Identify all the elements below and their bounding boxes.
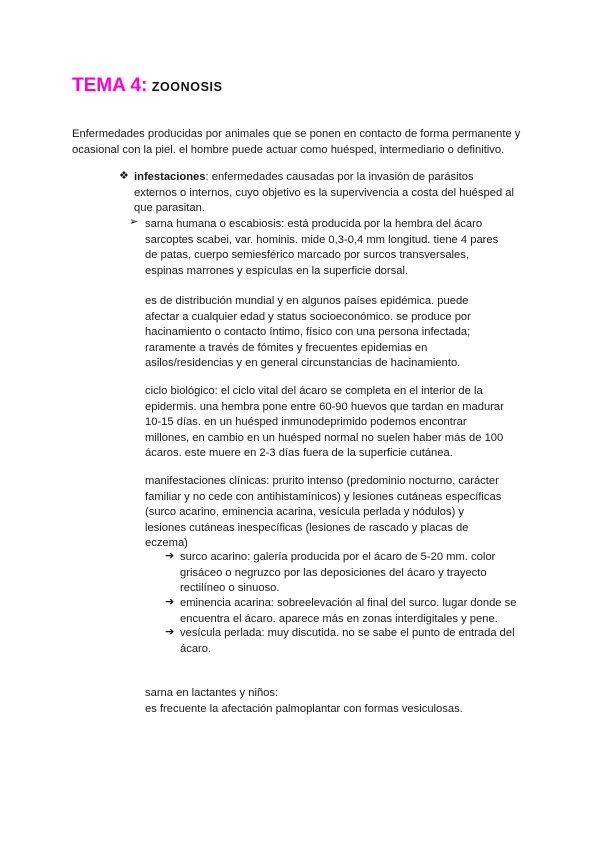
infestaciones-colon: : — [205, 171, 209, 183]
surco-acarino-item: surco acarino: galería producida por el ácaro de 5-20 mm. color grisáceo o negruzco por las deposiciones del ácaro y trayecto rectilíneo o sinuoso. — [180, 551, 496, 595]
page-title — [72, 74, 223, 99]
infestaciones-term: infestaciones — [134, 171, 206, 183]
lactantes-block — [145, 686, 505, 717]
sarna-paragraph: sarna humana o escabiosis: está producida por la hembra del ácaro sarcoptes scabei, var. hominis. mide 0,3-0,4 mm longitud. tiene 4 pares de patas, cuerpo semiesférico marcado por surcos transversales, espinas marrones y espículas en la superficie dorsal. — [145, 218, 499, 277]
diamond-bullet-icon: ❖ — [119, 170, 129, 182]
infestaciones-text: enfermedades causadas por la invasión de parásitos externos o internos, cuyo objetivo es la supervivencia a costa del huésped al que parasitan. — [134, 171, 514, 215]
infestaciones-definition — [134, 170, 514, 217]
arrow-bullet-icon: ➔ — [165, 626, 175, 638]
distribucion-paragraph: es de distribución mundial y en algunos países epidémica. puede afectar a cualquier edad y status socioeconómico. se produce por hacinamiento o contacto íntimo, físico con una persona infectada; raramente a través de fómites y frecuentes epidemias en asilos/residencias y en general circunstancias de hacinamiento. — [145, 295, 471, 370]
intro-paragraph: Enfermedades producidas por animales que se ponen en contacto de forma permanente y ocasional con la piel. el hombre puede actuar como huésped, intermediario o definitivo. — [72, 128, 521, 156]
title-subject: ZOONOSIS — [151, 80, 223, 94]
arrow-bullet-icon: ➔ — [165, 550, 175, 562]
title-number: TEMA 4 — [72, 75, 141, 96]
title-colon: : — [140, 75, 148, 96]
arrowhead-bullet-icon: ➢ — [129, 216, 139, 228]
lactantes-text: es frecuente la afectación palmoplantar con formas vesiculosas. — [145, 702, 463, 715]
arrow-bullet-icon: ➔ — [165, 596, 175, 608]
lactantes-heading: sarna en lactantes y niños: — [145, 687, 279, 699]
ciclo-paragraph: ciclo biológico: el ciclo vital del ácaro se completa en el interior de la epidermis. una hembra pone entre 60-90 huevos que tardan en madurar 10-15 días. en un huésped inmunodeprimido podemos encontrar millones, en cambio en un huésped normal no suelen haber más de 100 ácaros. este muere en 2-3 días fuera de la superficie cutánea. — [145, 385, 504, 460]
eminencia-acarina-item: eminencia acarina: sobreelevación al final del surco. lugar donde se encuentra el ácaro. aparece más en zonas interdigitales y pene. — [180, 597, 517, 625]
vesicula-perlada-item: vesícula perlada: muy discutida. no se sabe el punto de entrada del ácaro. — [180, 627, 515, 655]
manifestaciones-paragraph: manifestaciones clínicas: prurito intenso (predominio nocturno, carácter familiar y no cede con antihistamínicos) y lesiones cutáneas específicas (surco acarino, eminencia acarina, vesícula perlada y nódulos) y lesiones cutáneas inespecíficas (lesiones de rascado y placas de eczema) — [145, 475, 502, 550]
